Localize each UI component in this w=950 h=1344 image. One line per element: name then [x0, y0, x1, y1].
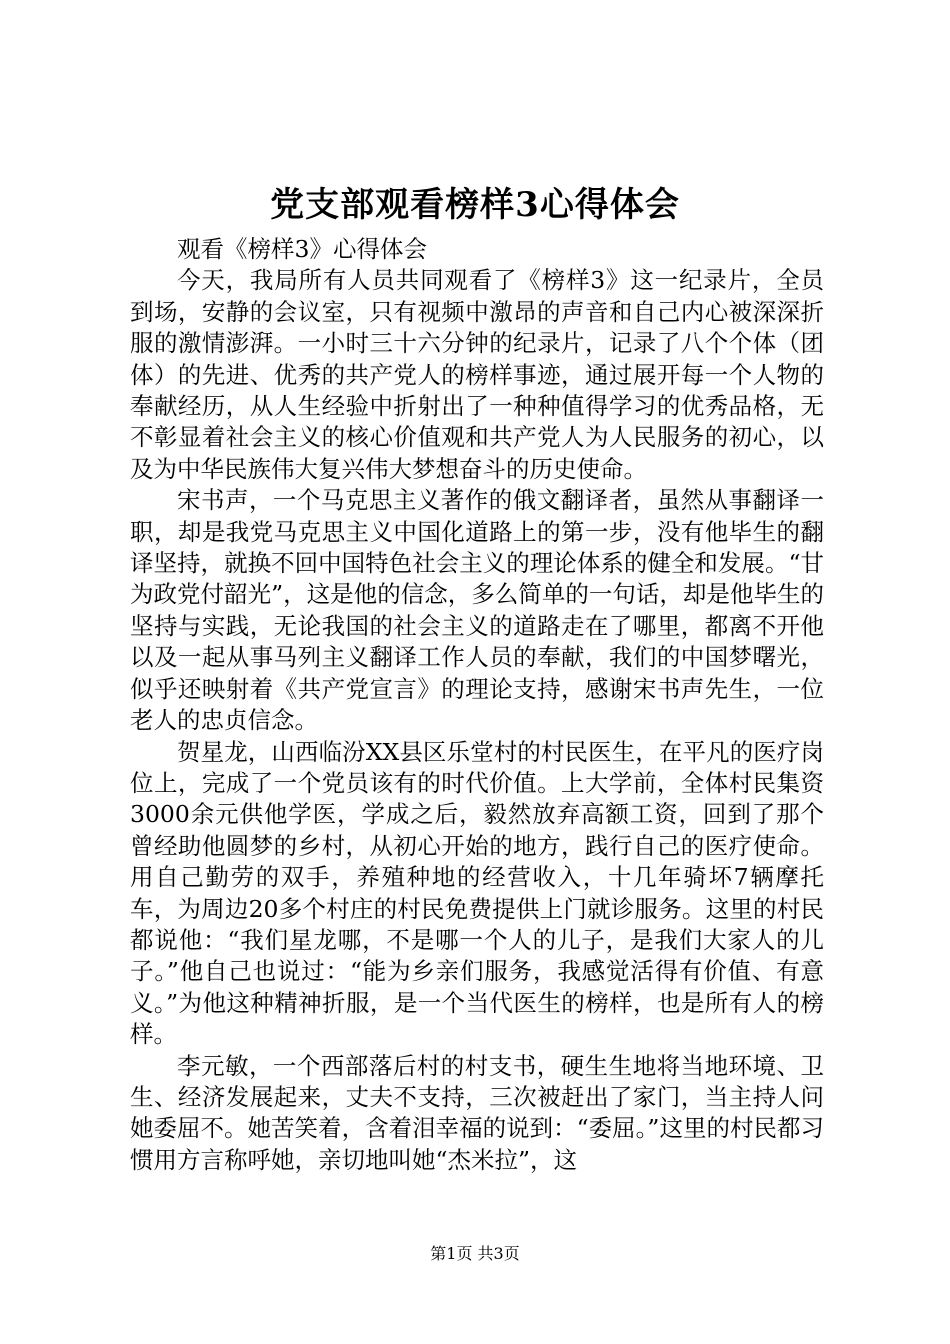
paragraph-subtitle: 观看《榜样3》心得体会: [177, 235, 427, 263]
document-body: [130, 234, 824, 1176]
paragraph-song-shusheng: 宋书声，一个马克思主义著作的俄文翻译者，虽然从事翻译一职，却是我党马克思主义中国化道路上的第一步，没有他毕生的翻译坚持，就换不回中国特色社会主义的理论体系的健全和发展。“甘为政党付韶光”，这是他的信念，多么简单的一句话，却是他毕生的坚持与实践，无论我国的社会主义的道路走在了哪里，都离不开他以及一起从事马列主义翻译工作人员的奉献，我们的中国梦曙光，似乎还映射着《共产党宣言》的理论支持，感谢宋书声先生，一位老人的忠贞信念。: [130, 486, 824, 735]
page-footer: 第1页 共3页: [430, 1244, 520, 1263]
paragraph-he-xinglong: 贺星龙，山西临汾XX县区乐堂村的村民医生，在平凡的医疗岗位上，完成了一个党员该有的时代价值。上大学前，全体村民集资3000余元供他学医，学成之后，毅然放弃高额工资，回到了那个曾经助他圆梦的乡村，从初心开始的地方，践行自己的医疗使命。用自己勤劳的双手，养殖种地的经营收入，十几年骑坏7辆摩托车，为周边20多个村庄的村民免费提供上门就诊服务。这里的村民都说他：“我们星龙哪，不是哪一个人的儿子，是我们大家人的儿子。”他自己也说过：“能为乡亲们服务，我感觉活得有价值、有意义。”为他这种精神折服，是一个当代医生的榜样，也是所有人的榜样。: [130, 737, 824, 1049]
paragraph-li-yuanmin: 李元敏，一个西部落后村的村支书，硬生生地将当地环境、卫生、经济发展起来，丈夫不支持，三次被赶出了家门，当主持人问她委屈不。她苦笑着，含着泪幸福的说到：“委屈。”这里的村民都习惯用方言称呼她，亲切地叫她“杰米拉”，这: [130, 1051, 824, 1174]
paragraph-intro: 今天，我局所有人员共同观看了《榜样3》这一纪录片，全员到场，安静的会议室，只有视频中激昂的声音和自己内心被深深折服的激情澎湃。一小时三十六分钟的纪录片，记录了八个个体（团体）的先进、优秀的共产党人的榜样事迹，通过展开每一个人物的奉献经历，从人生经验中折射出了一种种值得学习的优秀品格，无不彰显着社会主义的核心价值观和共产党人为人民服务的初心，以及为中华民族伟大复兴伟大梦想奋斗的历史使命。: [130, 266, 824, 483]
page-title: 党支部观看榜样3心得体会: [270, 185, 680, 225]
